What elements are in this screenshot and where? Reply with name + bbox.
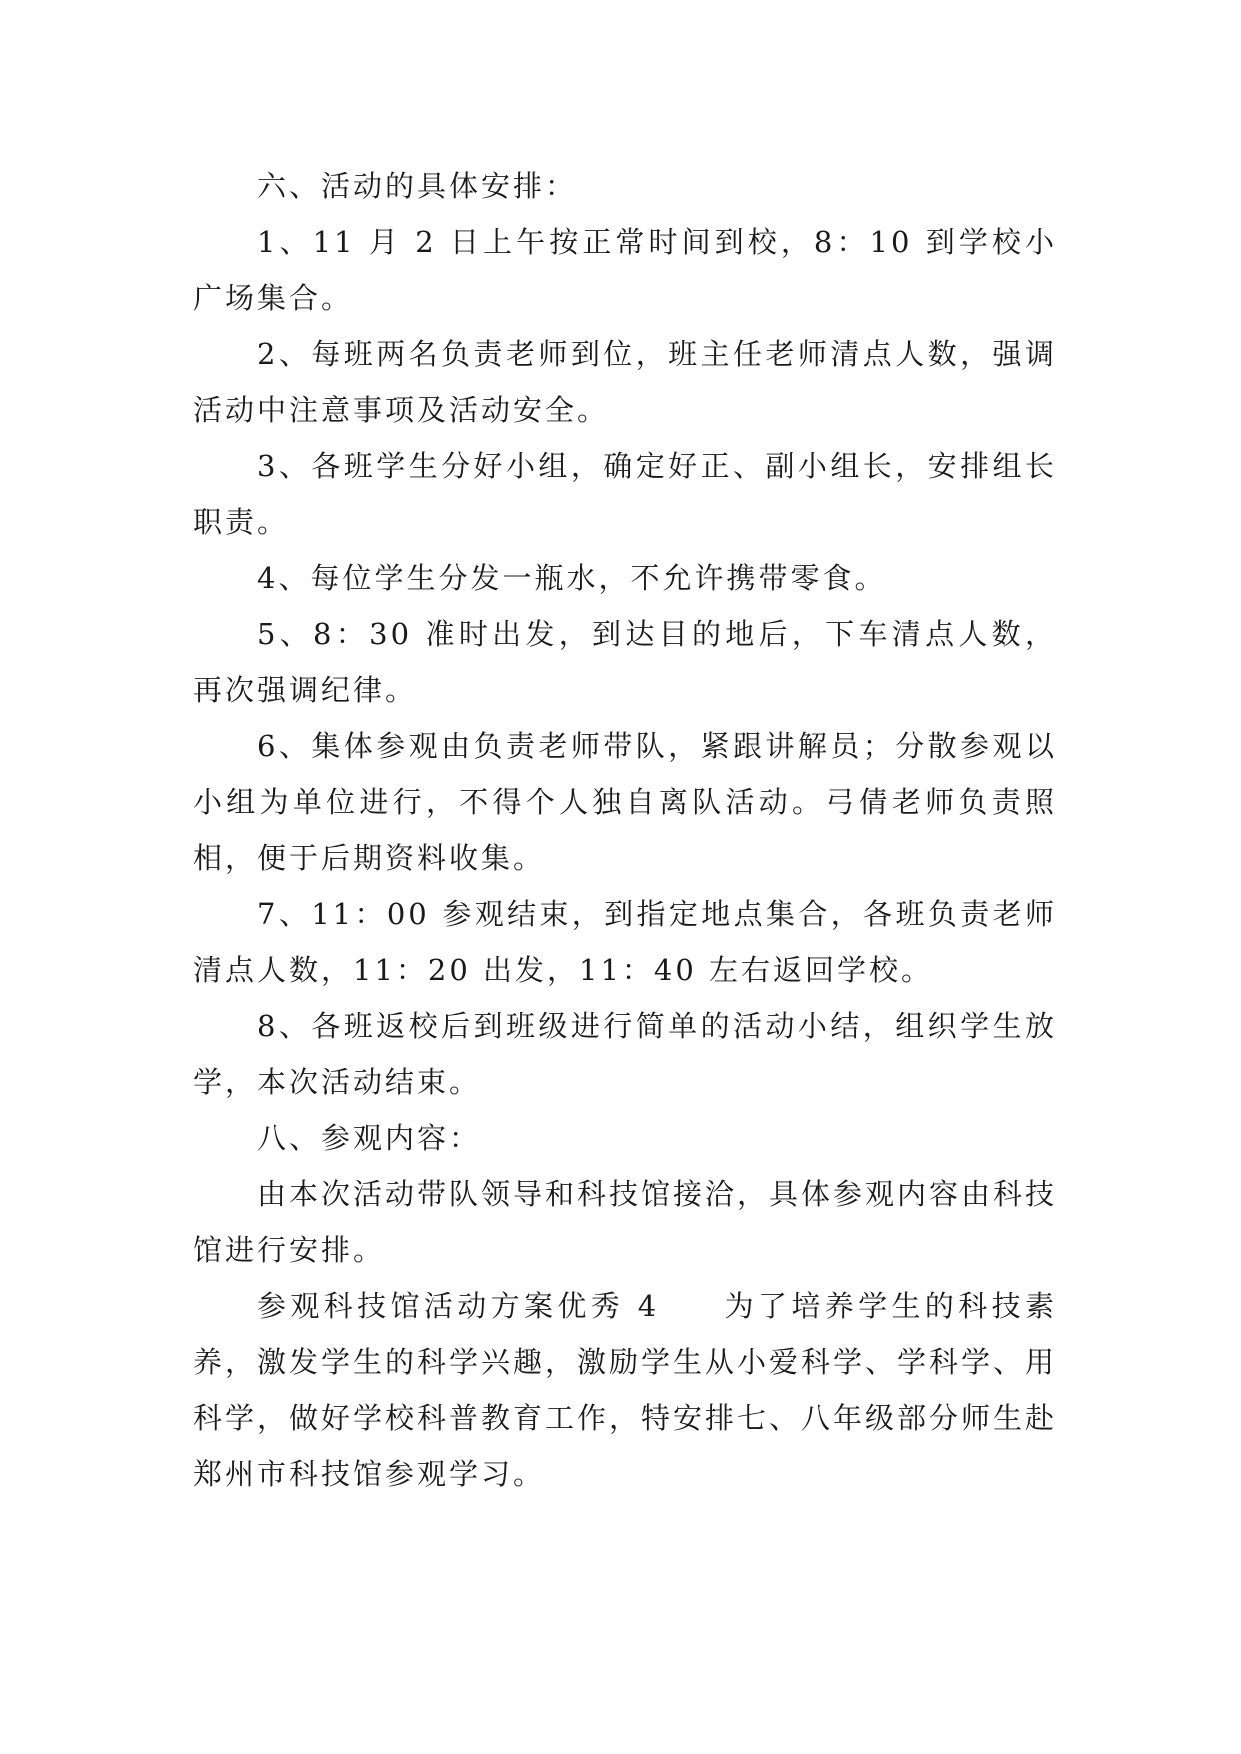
schedule-item-7: 7、11：00 参观结束，到指定地点集合，各班负责老师清点人数，11：20 出发，11：40 左右返回学校。 bbox=[193, 897, 1057, 987]
schedule-item-2: 2、每班两名负责老师到位，班主任老师清点人数，强调活动中注意事项及活动安全。 bbox=[193, 337, 1057, 427]
plan-4-heading: 参观科技馆活动方案优秀 4 bbox=[257, 1289, 660, 1323]
schedule-item-5: 5、8：30 准时出发，到达目的地后，下车清点人数，再次强调纪律。 bbox=[193, 617, 1057, 707]
section-heading-content: 八、参观内容： bbox=[257, 1121, 482, 1155]
document-page bbox=[193, 158, 1057, 1502]
schedule-item-3: 3、各班学生分好小组，确定好正、副小组长，安排组长职责。 bbox=[193, 449, 1057, 539]
content-paragraph: 由本次活动带队领导和科技馆接洽，具体参观内容由科技馆进行安排。 bbox=[193, 1177, 1058, 1267]
plan-4-body: 为了培养学生的科技素养，激发学生的科学兴趣，激励学生从小爱科学、学科学、用科学，做好学校科普教育工作，特安排七、八年级部分师生赴郑州市科技馆参观学习。 bbox=[193, 1289, 1058, 1491]
schedule-item-8: 8、各班返校后到班级进行简单的活动小结，组织学生放学，本次活动结束。 bbox=[193, 1009, 1057, 1099]
schedule-item-6: 6、集体参观由负责老师带队，紧跟讲解员；分散参观以小组为单位进行，不得个人独自离队活动。弓倩老师负责照相，便于后期资料收集。 bbox=[193, 729, 1057, 875]
schedule-item-4: 4、每位学生分发一瓶水，不允许携带零食。 bbox=[257, 561, 887, 595]
plan-4-paragraph bbox=[193, 1278, 1057, 1502]
section-heading-schedule: 六、活动的具体安排： bbox=[257, 169, 578, 203]
schedule-item-1: 1、11 月 2 日上午按正常时间到校，8：10 到学校小广场集合。 bbox=[193, 225, 1057, 315]
